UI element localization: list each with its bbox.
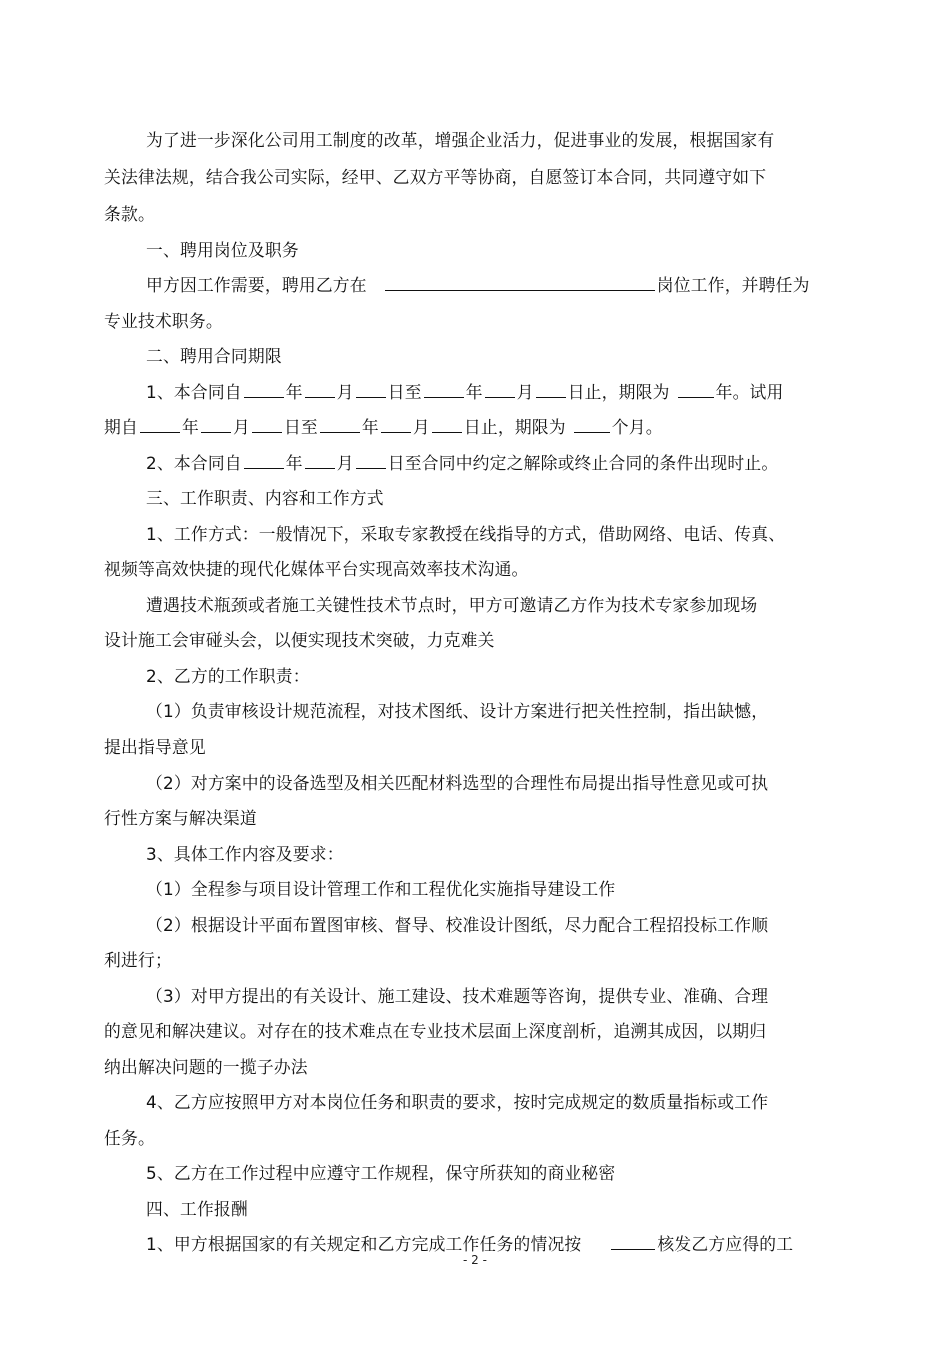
end-year-blank xyxy=(424,380,464,398)
month-label: 月 xyxy=(412,417,430,437)
section-3-p2-item-2-line-1: （2）对方案中的设备选型及相关匹配材料选型的合理性布局提出指导性意见或可执 xyxy=(146,773,769,793)
section-2-p1-line-2 xyxy=(104,415,663,439)
section-1-title: 一、聘用岗位及职务 xyxy=(146,240,299,260)
trial-end-day-blank xyxy=(432,415,462,433)
section-3-p1-line-1: 1、工作方式：一般情况下，采取专家教授在线指导的方式，借助网络、电话、传真、 xyxy=(146,524,786,544)
section-4-text-a: 1、甲方根据国家的有关规定和乙方完成工作任务的情况按 xyxy=(146,1234,582,1254)
intro-line-3: 条款。 xyxy=(104,204,155,224)
intro-line-2: 关法律法规，结合我公司实际，经甲、乙双方平等协商，自愿签订本合同，共同遵守如下 xyxy=(104,167,767,187)
term-years-blank xyxy=(678,380,714,398)
trial-end-month-blank xyxy=(381,415,411,433)
start-day-blank xyxy=(356,380,386,398)
section-3-p1-line-3: 遭遇技术瓶颈或者施工关键性技术节点时，甲方可邀请乙方作为技术专家参加现场 xyxy=(146,595,758,615)
section-3-p1-line-2: 视频等高效快捷的现代化媒体平台实现高效率技术沟通。 xyxy=(104,559,529,579)
section-4-title: 四、工作报酬 xyxy=(146,1199,248,1219)
day-to-label: 日至 xyxy=(387,382,422,402)
section-1-line-1 xyxy=(146,273,810,297)
section-1-text-b: 岗位工作，并聘任为 xyxy=(656,275,810,295)
day-to-label: 日至 xyxy=(283,417,318,437)
position-blank xyxy=(385,273,655,291)
trial-start-year-blank xyxy=(140,415,180,433)
trial-months-blank xyxy=(574,415,610,433)
pay-basis-blank xyxy=(611,1232,655,1250)
section-3-p5: 5、乙方在工作过程中应遵守工作规程，保守所获知的商业秘密 xyxy=(146,1163,616,1183)
month-label: 月 xyxy=(516,382,534,402)
year-label: 年 xyxy=(465,382,483,402)
month-label: 月 xyxy=(232,417,250,437)
year-label: 年 xyxy=(181,417,199,437)
section-3-p4-line-2: 任务。 xyxy=(104,1128,155,1148)
section-3-p3-item-2-line-1: （2）根据设计平面布置图审核、督导、校准设计图纸，尽力配合工程招投标工作顺 xyxy=(146,915,769,935)
day-end-label: 日止，期限为 xyxy=(567,382,670,402)
section-3-p4-line-1: 4、乙方应按照甲方对本岗位任务和职责的要求，按时完成规定的数质量指标或工作 xyxy=(146,1092,769,1112)
section-3-p2-title: 2、乙方的工作职责： xyxy=(146,666,310,686)
start-month-blank xyxy=(305,380,335,398)
section-1-text-a: 甲方因工作需要，聘用乙方在 xyxy=(146,275,367,295)
day-end-label: 日止，期限为 xyxy=(463,417,566,437)
section-3-p2-item-2-line-2: 行性方案与解决渠道 xyxy=(104,808,257,828)
trial-from-label: 期自 xyxy=(104,417,138,437)
months-label: 个月。 xyxy=(611,417,663,437)
trial-start-month-blank xyxy=(201,415,231,433)
section-3-p3-item-1: （1）全程参与项目设计管理工作和工程优化实施指导建设工作 xyxy=(146,879,616,899)
open-day-blank xyxy=(356,451,386,469)
section-2-title: 二、聘用合同期限 xyxy=(146,346,282,366)
open-year-blank xyxy=(244,451,284,469)
section-2-p1-line-1 xyxy=(146,380,784,404)
section-3-p3-title: 3、具体工作内容及要求： xyxy=(146,844,344,864)
section-3-p3-item-3-line-3: 纳出解决问题的一揽子办法 xyxy=(104,1057,308,1077)
section-2-p2 xyxy=(146,451,778,475)
term-label-2: 2、本合同自 xyxy=(146,453,242,473)
page-number: - 2 - xyxy=(463,1253,487,1267)
year-label: 年 xyxy=(285,453,303,473)
section-4-text-b: 核发乙方应得的工 xyxy=(657,1234,794,1254)
year-label: 年 xyxy=(361,417,379,437)
trial-start-day-blank xyxy=(252,415,282,433)
section-3-p1-line-4: 设计施工会审碰头会，以便实现技术突破，力克难关 xyxy=(104,630,495,650)
month-label: 月 xyxy=(336,382,354,402)
section-3-p3-item-3-line-2: 的意见和解决建议。对存在的技术难点在专业技术层面上深度剖析，追溯其成因，以期归 xyxy=(104,1021,767,1041)
section-3-p2-item-1-line-1: （1）负责审核设计规范流程，对技术图纸、设计方案进行把关性控制，指出缺憾， xyxy=(146,701,769,721)
intro-line-1: 为了进一步深化公司用工制度的改革，增强企业活力，促进事业的发展，根据国家有 xyxy=(146,130,775,150)
open-month-blank xyxy=(305,451,335,469)
section-1-line-2: 专业技术职务。 xyxy=(104,311,223,331)
month-label: 月 xyxy=(336,453,354,473)
section-3-title: 三、工作职责、内容和工作方式 xyxy=(146,488,384,508)
trial-end-year-blank xyxy=(320,415,360,433)
trial-label: 年。试用 xyxy=(715,382,784,402)
section-3-p2-item-1-line-2: 提出指导意见 xyxy=(104,737,206,757)
end-month-blank xyxy=(485,380,515,398)
term-label: 1、本合同自 xyxy=(146,382,242,402)
section-3-p3-item-3-line-1: （3）对甲方提出的有关设计、施工建设、技术难题等咨询，提供专业、准确、合理 xyxy=(146,986,769,1006)
end-day-blank xyxy=(536,380,566,398)
year-label: 年 xyxy=(285,382,303,402)
start-year-blank xyxy=(244,380,284,398)
open-term-text: 日至合同中约定之解除或终止合同的条件出现时止。 xyxy=(387,453,779,473)
section-3-p3-item-2-line-2: 利进行； xyxy=(104,950,172,970)
